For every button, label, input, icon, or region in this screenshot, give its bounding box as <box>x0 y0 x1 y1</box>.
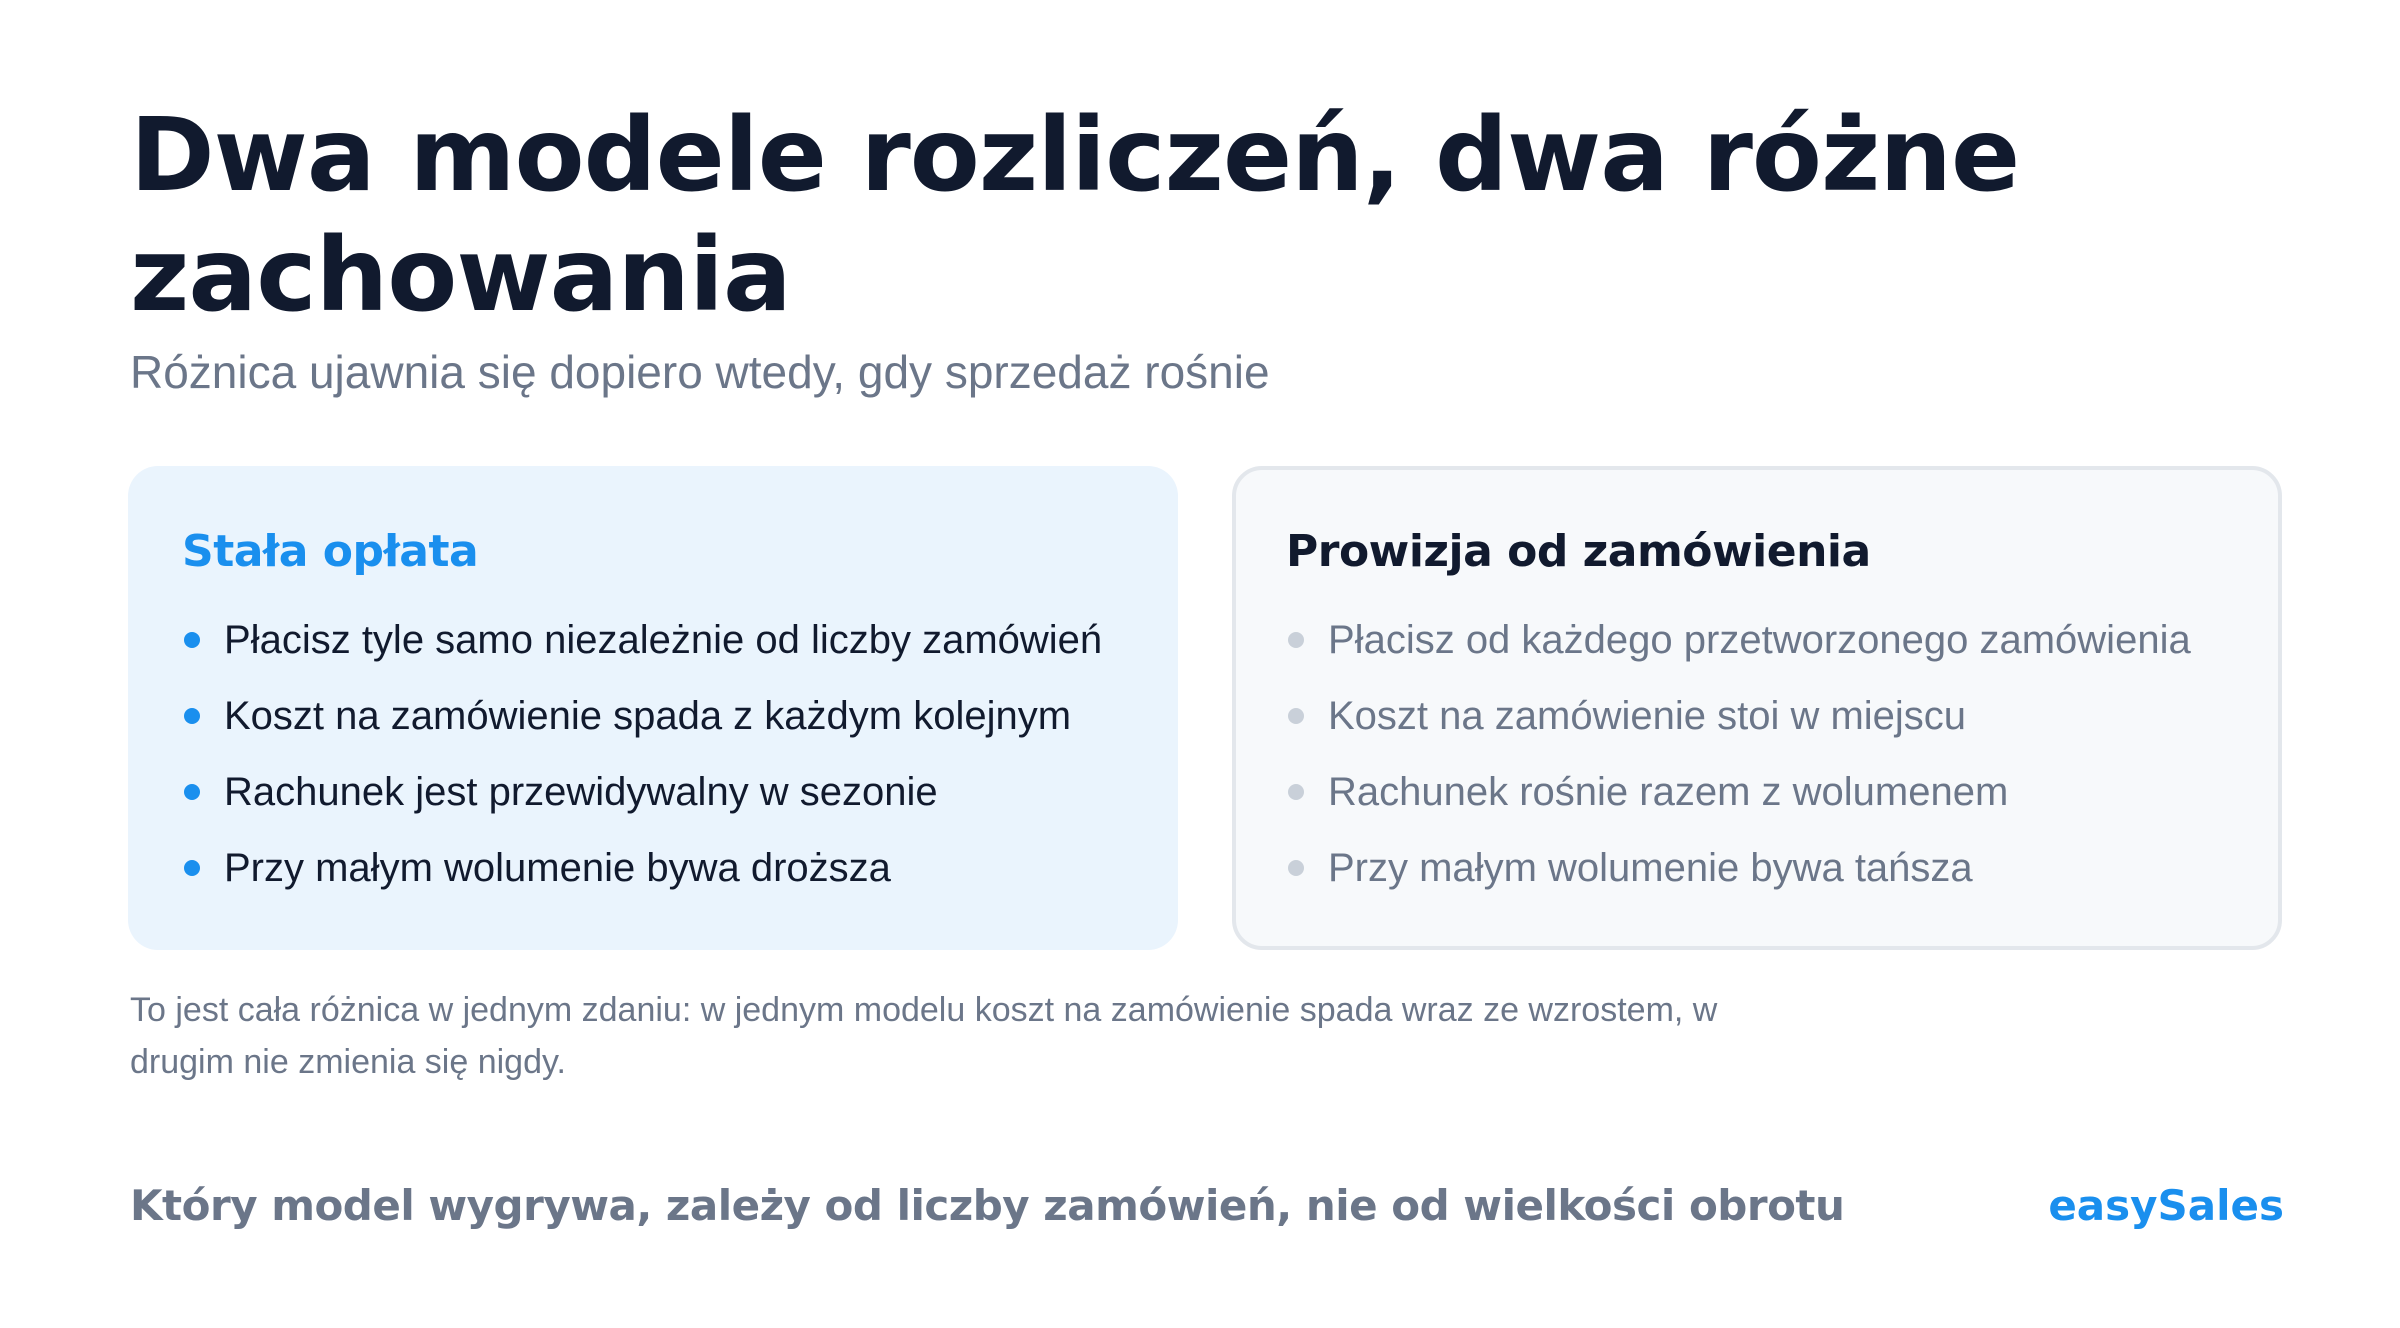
list-item <box>182 754 1124 830</box>
list-item-text: Rachunek rośnie razem z wolumenem <box>1328 770 2009 814</box>
bullet-list-commission <box>1286 602 2228 906</box>
bullet-list-fixed-fee <box>182 602 1124 906</box>
bullet-dot-icon <box>1288 784 1304 800</box>
bullet-dot-icon <box>184 632 200 648</box>
page-subtitle: Różnica ujawnia się dopiero wtedy, gdy sprzedaż rośnie <box>130 346 1270 398</box>
bullet-dot-icon <box>1288 860 1304 876</box>
bullet-dot-icon <box>184 708 200 724</box>
list-item-text: Koszt na zamówienie stoi w miejscu <box>1328 694 1967 738</box>
card-title-commission: Prowizja od zamówienia <box>1286 526 1871 577</box>
list-item <box>182 602 1124 678</box>
card-commission <box>1232 466 2282 950</box>
card-title-fixed-fee: Stała opłata <box>182 526 479 577</box>
list-item-text: Płacisz od każdego przetworzonego zamówienia <box>1328 618 2191 662</box>
list-item <box>1286 830 2228 906</box>
card-fixed-fee <box>128 466 1178 950</box>
list-item-text: Płacisz tyle samo niezależnie od liczby zamówień <box>224 618 1103 662</box>
list-item-text: Przy małym wolumenie bywa droższa <box>224 846 891 890</box>
footer-takeaway: Który model wygrywa, zależy od liczby zamówień, nie od wielkości obrotu <box>130 1181 1845 1230</box>
brand-logo: easySales <box>2048 1181 2284 1230</box>
summary-note: To jest cała różnica w jednym zdaniu: w jednym modelu koszt na zamówienie spada wraz ze wzrostem, w drugim nie zmienia się nigdy. <box>130 991 1718 1081</box>
page-title: Dwa modele rozliczeń, dwa różne zachowania <box>130 96 2020 335</box>
bullet-dot-icon <box>1288 708 1304 724</box>
list-item <box>1286 754 2228 830</box>
bullet-dot-icon <box>184 784 200 800</box>
list-item <box>182 678 1124 754</box>
bullet-dot-icon <box>184 860 200 876</box>
list-item-text: Przy małym wolumenie bywa tańsza <box>1328 846 1973 890</box>
list-item <box>1286 602 2228 678</box>
list-item <box>1286 678 2228 754</box>
list-item-text: Rachunek jest przewidywalny w sezonie <box>224 770 938 814</box>
bullet-dot-icon <box>1288 632 1304 648</box>
list-item-text: Koszt na zamówienie spada z każdym kolejnym <box>224 694 1072 738</box>
list-item <box>182 830 1124 906</box>
